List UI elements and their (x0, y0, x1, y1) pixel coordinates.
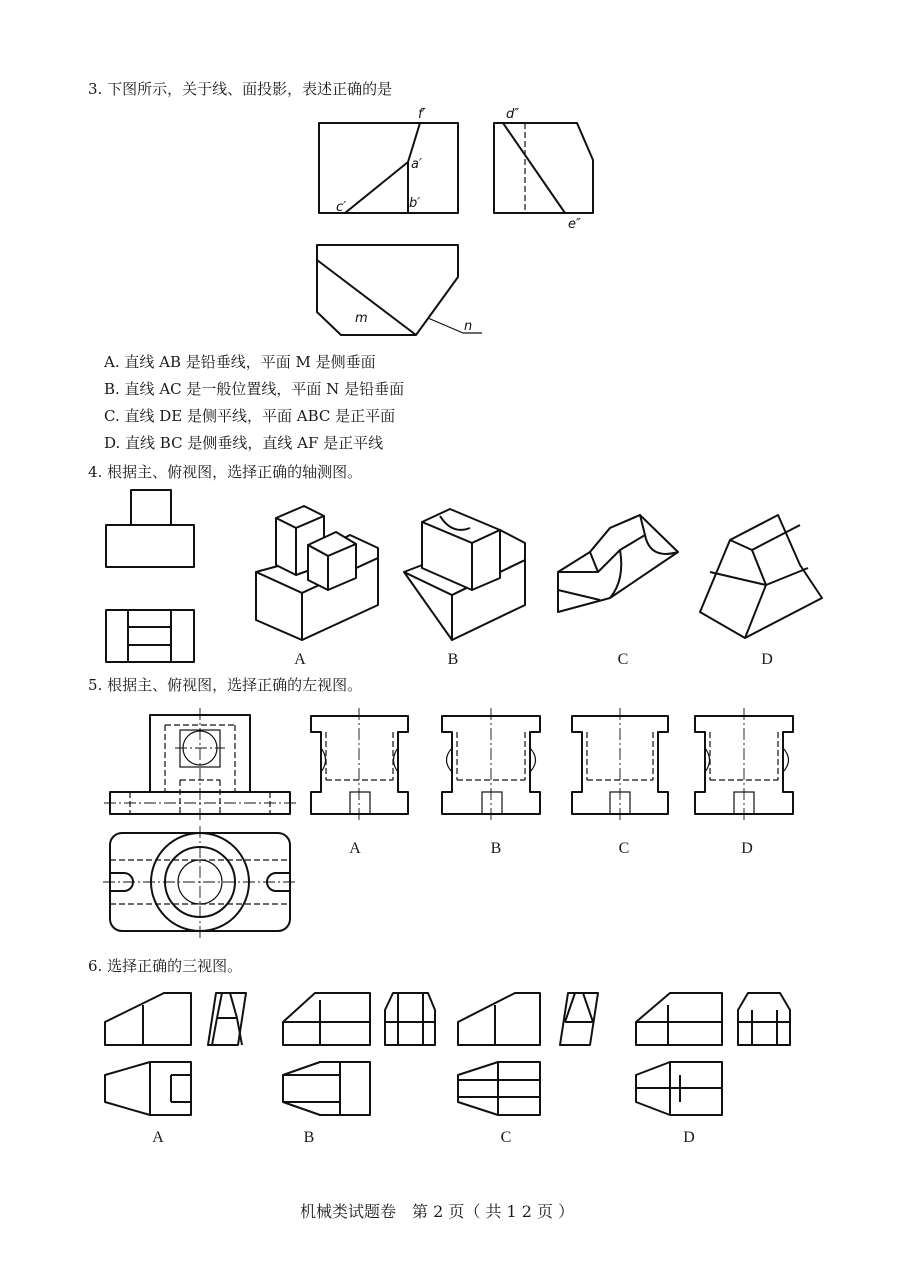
q5-question: 5. 根据主、俯视图，选择正确的左视图。 (88, 676, 363, 694)
q5-choice-c[interactable]: C (618, 840, 630, 857)
q5-choice-d[interactable]: D (741, 840, 753, 857)
q4-choice-d[interactable]: D (761, 651, 773, 668)
q5-choice-b[interactable]: B (490, 840, 502, 857)
q4-question: 4. 根据主、俯视图，选择正确的轴测图。 (88, 463, 363, 481)
label-m: m (355, 311, 368, 326)
q6-choice-a[interactable]: A (152, 1129, 164, 1146)
q3-option-b[interactable]: B. 直线 AC 是一般位置线，平面 N 是铅垂面 (104, 380, 405, 398)
q3-option-d[interactable]: D. 直线 BC 是侧垂线，直线 AF 是正平线 (104, 434, 384, 452)
q4-choice-b[interactable]: B (447, 651, 459, 668)
q6-choice-b[interactable]: B (303, 1129, 315, 1146)
q4-choice-c[interactable]: C (617, 651, 629, 668)
label-b: b′ (409, 196, 421, 211)
q6-choice-b-drawing (283, 993, 435, 1115)
label-a: a′ (411, 157, 422, 172)
q3-question: 3. 下图所示，关于线、面投影，表述正确的是 (88, 80, 393, 98)
q6-choice-d[interactable]: D (683, 1129, 695, 1146)
q3-option-c[interactable]: C. 直线 DE 是侧平线，平面 ABC 是正平面 (104, 407, 396, 425)
label-n: n (464, 319, 473, 334)
q6-choice-c-drawing (458, 993, 598, 1115)
q3-option-a[interactable]: A. 直线 AB 是铅垂线，平面 M 是侧垂面 (104, 353, 376, 371)
q6-question: 6. 选择正确的三视图。 (88, 957, 243, 975)
q5-choice-a[interactable]: A (349, 840, 361, 857)
q4-choice-a[interactable]: A (294, 651, 306, 668)
label-e: e″ (568, 217, 581, 232)
q6-choice-c[interactable]: C (500, 1129, 512, 1146)
page-footer: 机械类试题卷 第 2 页（ 共 1 2 页 ） (300, 1202, 575, 1221)
q6-choice-d-drawing (636, 993, 790, 1115)
label-d: d″ (506, 107, 520, 122)
label-f: f′ (418, 107, 426, 122)
q6-choice-a-drawing (105, 993, 246, 1115)
label-c: c′ (336, 200, 347, 215)
